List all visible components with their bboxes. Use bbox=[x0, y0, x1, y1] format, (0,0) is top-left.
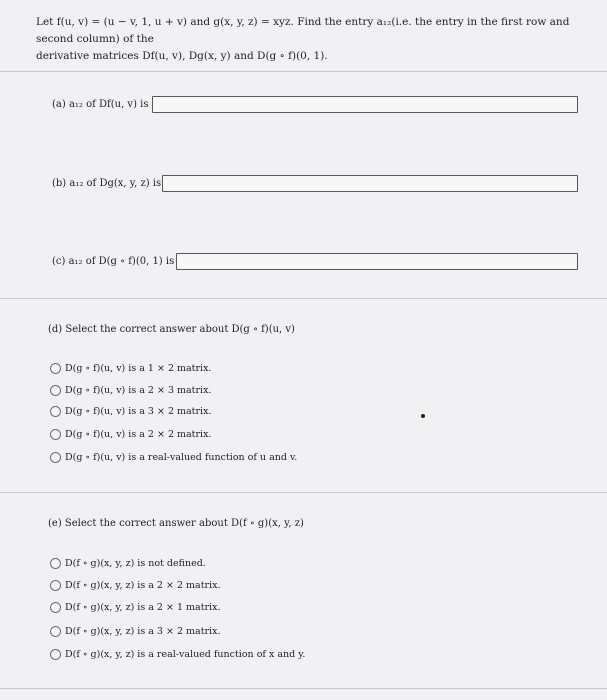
answer-c-input[interactable] bbox=[176, 253, 578, 270]
option-e-2[interactable] bbox=[50, 578, 220, 593]
option-d-3[interactable] bbox=[50, 404, 211, 419]
radio-button[interactable] bbox=[50, 385, 61, 396]
option-d-1[interactable] bbox=[50, 361, 211, 376]
answer-b-input[interactable] bbox=[162, 175, 578, 192]
option-label: D(g ∘ f)(u, v) is a 2 × 3 matrix. bbox=[65, 385, 212, 396]
divider bbox=[0, 71, 607, 72]
problem-statement bbox=[36, 14, 598, 65]
option-label: D(f ∘ g)(x, y, z) is a 2 × 1 matrix. bbox=[65, 602, 221, 613]
option-label: D(g ∘ f)(u, v) is a 1 × 2 matrix. bbox=[65, 363, 212, 374]
section-d-title: (d) Select the correct answer about D(g ∘ f)(u, v) bbox=[48, 324, 295, 335]
option-e-4[interactable] bbox=[50, 624, 220, 639]
radio-button[interactable] bbox=[50, 626, 61, 637]
radio-button[interactable] bbox=[50, 363, 61, 374]
option-label: D(g ∘ f)(u, v) is a 3 × 2 matrix. bbox=[65, 406, 212, 417]
section-e-title: (e) Select the correct answer about D(f ∘ g)(x, y, z) bbox=[48, 518, 304, 529]
option-d-5[interactable] bbox=[50, 450, 297, 465]
option-d-2[interactable] bbox=[50, 383, 211, 398]
option-label: D(f ∘ g)(x, y, z) is not defined. bbox=[65, 558, 206, 569]
option-label: D(g ∘ f)(u, v) is a real-valued function of u and v. bbox=[65, 452, 298, 463]
option-label: D(f ∘ g)(x, y, z) is a real-valued function of x and y. bbox=[65, 649, 306, 660]
radio-button[interactable] bbox=[50, 580, 61, 591]
stray-dot bbox=[421, 414, 425, 418]
option-label: D(g ∘ f)(u, v) is a 2 × 2 matrix. bbox=[65, 429, 212, 440]
question-b-label: (b) a₁₂ of Dg(x, y, z) is bbox=[52, 178, 162, 189]
divider bbox=[0, 688, 607, 689]
radio-button[interactable] bbox=[50, 452, 61, 463]
radio-button[interactable] bbox=[50, 602, 61, 613]
answer-a-input[interactable] bbox=[152, 96, 578, 113]
radio-button[interactable] bbox=[50, 649, 61, 660]
divider bbox=[0, 298, 607, 299]
problem-line-1: Let f(u, v) = (u − v, 1, u + v) and g(x, y, z) = xyz. Find the entry a₁₂(i.e. the entry in the first row and second column) of the bbox=[36, 16, 570, 45]
radio-button[interactable] bbox=[50, 406, 61, 417]
divider bbox=[0, 492, 607, 493]
option-d-4[interactable] bbox=[50, 427, 211, 442]
radio-button[interactable] bbox=[50, 558, 61, 569]
question-c-label: (c) a₁₂ of D(g ∘ f)(0, 1) is bbox=[52, 256, 175, 267]
option-e-5[interactable] bbox=[50, 647, 305, 662]
option-label: D(f ∘ g)(x, y, z) is a 3 × 2 matrix. bbox=[65, 626, 221, 637]
option-label: D(f ∘ g)(x, y, z) is a 2 × 2 matrix. bbox=[65, 580, 221, 591]
radio-button[interactable] bbox=[50, 429, 61, 440]
problem-line-2: derivative matrices Df(u, v), Dg(x, y) and D(g ∘ f)(0, 1). bbox=[36, 50, 328, 62]
question-a-label: (a) a₁₂ of Df(u, v) is bbox=[52, 99, 149, 110]
option-e-3[interactable] bbox=[50, 600, 220, 615]
option-e-1[interactable] bbox=[50, 556, 206, 571]
